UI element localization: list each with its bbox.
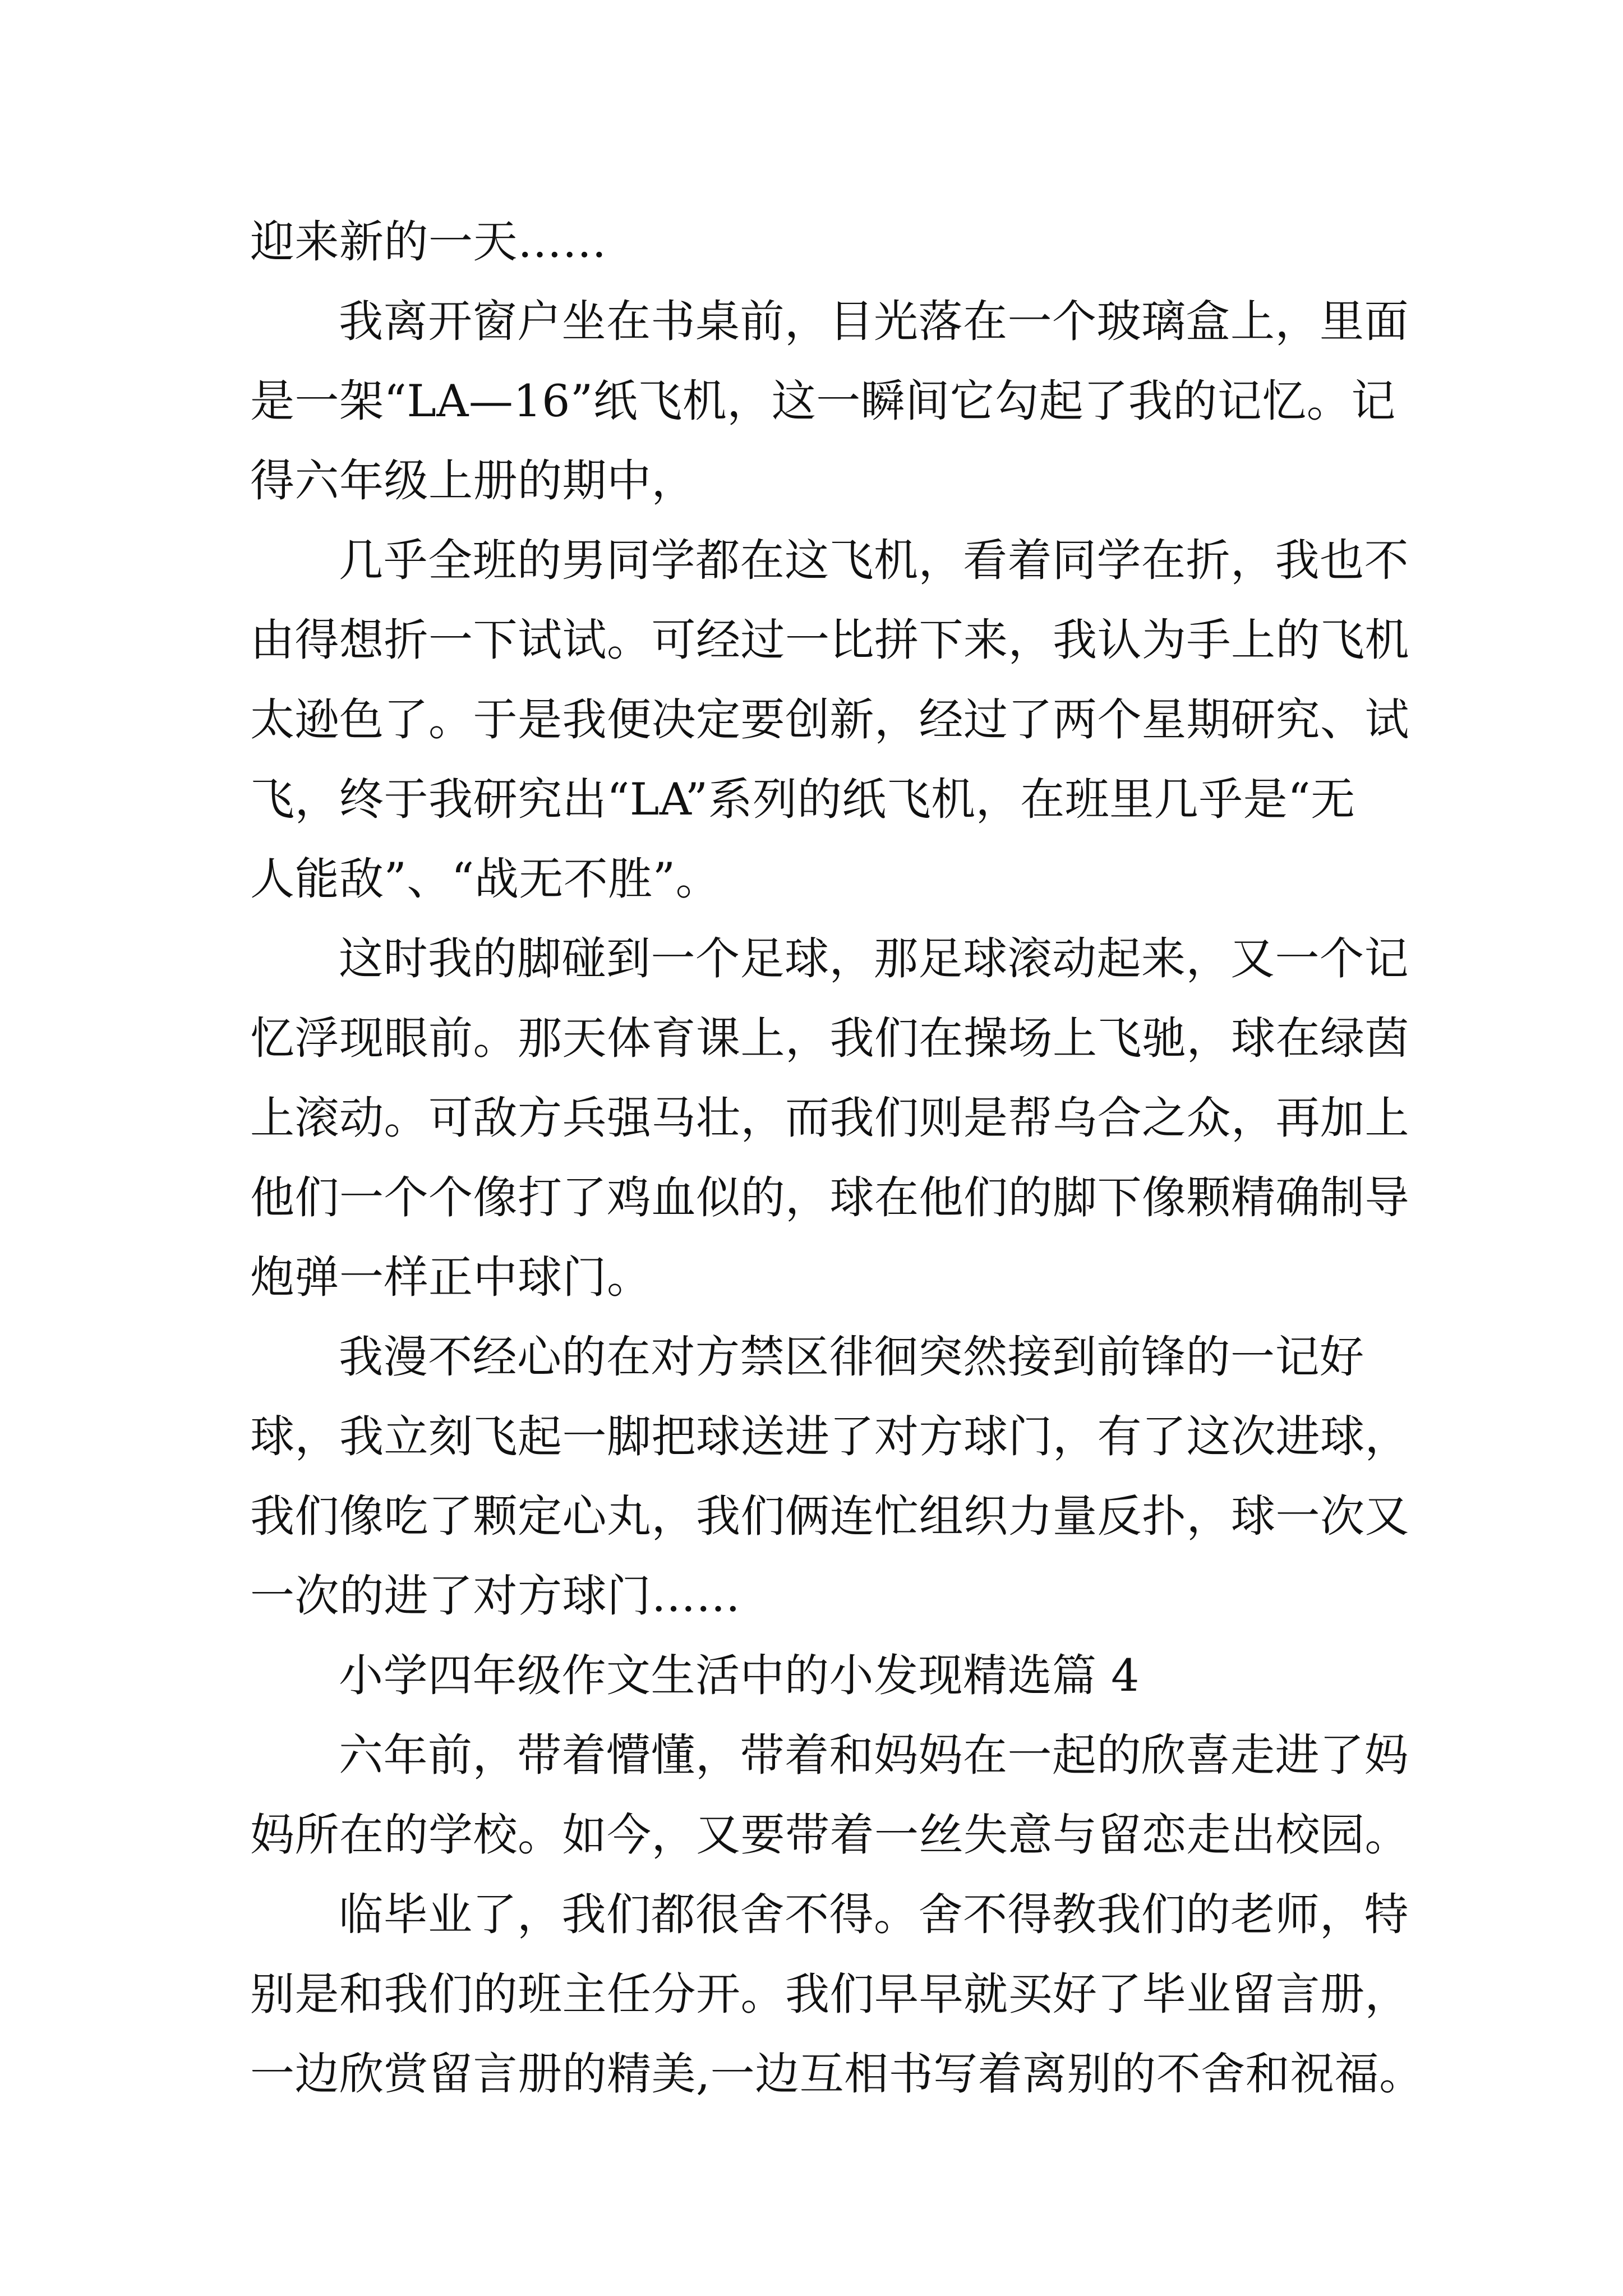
text-line: 我离开窗户坐在书桌前，目光落在一个玻璃盒上，里面 [339, 296, 1409, 347]
text-line: 我们像吃了颗定心丸，我们俩连忙组织力量反扑，球一次又 [250, 1490, 1409, 1542]
text-line: 一次的进了对方球门…… [250, 1570, 741, 1622]
text-line: 别是和我们的班主任分开。我们早早就买好了毕业留言册， [250, 1968, 1409, 2020]
text-line: 飞，终于我研究出“LA”系列的纸飞机，在班里几乎是“无 [250, 774, 1355, 825]
text-line: 一边欣赏留言册的精美,一边互相书写着离别的不舍和祝福。 [250, 2048, 1424, 2100]
text-line: 我漫不经心的在对方禁区徘徊突然接到前锋的一记好 [339, 1331, 1364, 1383]
text-line: 临毕业了，我们都很舍不得。舍不得教我们的老师，特 [339, 1889, 1409, 1940]
text-line: 是一架“LA—16”纸飞机，这一瞬间它勾起了我的记忆。记 [250, 375, 1396, 427]
text-line: 太逊色了。于是我便决定要创新，经过了两个星期研究、试 [250, 694, 1409, 746]
body-text [250, 202, 1424, 2114]
text-line: 妈所在的学校。如今，又要带着一丝失意与留恋走出校园。 [250, 1809, 1409, 1861]
text-line: 得六年级上册的期中， [250, 455, 696, 507]
text-line: 由得想折一下试试。可经过一比拼下来，我认为手上的飞机 [250, 614, 1409, 666]
text-line: 迎来新的一天…… [250, 216, 607, 268]
text-line: 这时我的脚碰到一个足球，那足球滚动起来，又一个记 [339, 933, 1409, 984]
section-heading: 小学四年级作文生活中的小发现精选篇 4 [339, 1650, 1140, 1701]
text-line: 人能敌”、“战无不胜”。 [250, 853, 721, 905]
text-line: 几乎全班的男同学都在这飞机，看着同学在折，我也不 [339, 535, 1409, 586]
text-line: 他们一个个像打了鸡血似的，球在他们的脚下像颗精确制导 [250, 1172, 1409, 1223]
text-line: 六年前，带着懵懂，带着和妈妈在一起的欣喜走进了妈 [339, 1729, 1409, 1781]
text-line: 忆浮现眼前。那天体育课上，我们在操场上飞驰，球在绿茵 [250, 1013, 1409, 1064]
text-line: 球，我立刻飞起一脚把球送进了对方球门，有了这次进球， [250, 1411, 1409, 1462]
text-line: 上滚动。可敌方兵强马壮，而我们则是帮乌合之众，再加上 [250, 1092, 1409, 1144]
text-line: 炮弹一样正中球门。 [250, 1251, 652, 1303]
